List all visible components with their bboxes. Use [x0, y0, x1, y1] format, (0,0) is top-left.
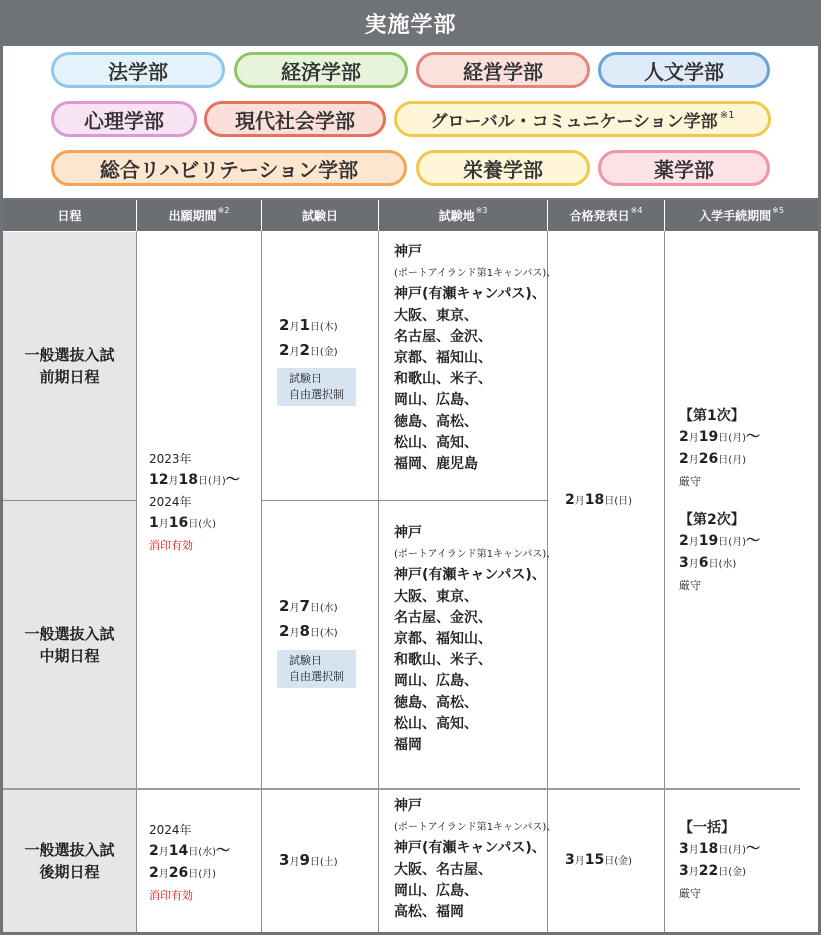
unit: 日: [197, 476, 208, 487]
header-label: 合格発表日: [569, 209, 630, 223]
schedule-label: 後期日程: [39, 863, 100, 881]
weekday: (木): [319, 628, 338, 639]
num: 18: [698, 841, 719, 857]
num: 2: [679, 533, 689, 549]
num: 18: [178, 472, 198, 488]
num: 2: [565, 492, 575, 508]
faculty-list: [3, 46, 818, 198]
num: 2: [279, 622, 290, 640]
divider: [3, 500, 136, 501]
venue-line: 京都、福知山、: [394, 350, 492, 367]
venue-line: 和歌山、米子、: [394, 371, 492, 388]
venue-line: (ポートアイランド第1キャンパス)、: [394, 549, 557, 561]
num: 1: [149, 515, 159, 531]
schedule-early: [3, 232, 136, 500]
unit: 月: [688, 433, 699, 444]
strict-note: 厳守: [679, 475, 701, 488]
enroll-first: [679, 406, 760, 492]
num: 3: [679, 841, 689, 857]
venue-line: 京都、福知山、: [394, 631, 492, 648]
venue-line: 大阪、東京、: [394, 588, 478, 605]
weekday: (月): [207, 476, 226, 487]
enroll-late: [679, 818, 760, 904]
venue-line: 徳島、高松、: [394, 413, 478, 430]
weekday: (土): [319, 857, 338, 868]
faculty-name: 総合リハビリテーション学部: [99, 157, 359, 182]
venue-line: 徳島、高松、: [394, 694, 478, 711]
header-enroll: [665, 200, 818, 231]
faculty-name: 薬学部: [654, 157, 714, 182]
unit: 月: [289, 857, 300, 868]
venue-line: 高松、福岡: [394, 904, 464, 921]
unit: 月: [289, 322, 300, 333]
schedule-label: 一般選抜入試: [24, 841, 115, 859]
num: 7: [299, 597, 310, 615]
num: 8: [299, 622, 310, 640]
apply-year: 2024年: [149, 823, 192, 837]
apply-start: [149, 841, 230, 863]
header-venue: [379, 200, 547, 231]
header-apply: [137, 200, 261, 231]
unit: 月: [688, 845, 699, 856]
num: 22: [698, 863, 719, 879]
venue-line: 大阪、東京、: [394, 307, 478, 324]
faculty-name: 人文学部: [644, 59, 724, 84]
apply-end: [149, 513, 240, 535]
postmark-note: 消印有効: [149, 889, 193, 902]
weekday: (水): [718, 559, 737, 570]
venue-line: 神戸: [394, 798, 422, 814]
unit: 月: [158, 847, 169, 858]
venue-line: 岡山、広島、: [394, 392, 478, 409]
tilde: ～: [746, 429, 761, 445]
venue-list-late: [394, 796, 556, 923]
num: 16: [168, 515, 189, 531]
schedule-middle: [3, 501, 136, 788]
divider: [378, 231, 379, 932]
num: 9: [299, 851, 310, 869]
num: 3: [565, 852, 575, 868]
num: 18: [584, 492, 605, 508]
enroll-label: 【第1次】: [679, 408, 745, 424]
unit: 月: [289, 603, 300, 614]
venue-line: 松山、高知、: [394, 434, 478, 451]
unit: 月: [574, 856, 585, 867]
exam-date-early: [279, 314, 338, 364]
faculty-name: 法学部: [108, 59, 168, 84]
schedule-late: [3, 790, 136, 932]
header-label: 入学手続期間: [699, 209, 772, 223]
num: 3: [679, 555, 689, 571]
num: 3: [679, 863, 689, 879]
faculty-name: 心理学部: [84, 108, 164, 133]
unit: 日: [718, 867, 729, 878]
weekday: (月): [728, 455, 747, 466]
exam-date-middle: [279, 595, 338, 645]
unit: 月: [688, 559, 699, 570]
schedule-label: 一般選抜入試: [24, 346, 115, 364]
weekday: (水): [198, 847, 217, 858]
weekday: (金): [614, 856, 633, 867]
postmark-note: 消印有効: [149, 539, 193, 552]
badge-line: 試験日: [289, 372, 322, 385]
enroll-second: [679, 510, 760, 596]
tilde: ～: [746, 841, 761, 857]
unit: 月: [158, 869, 169, 880]
weekday: (月): [728, 433, 747, 444]
venue-line: 名古屋、金沢、: [394, 328, 492, 345]
venue-list-middle: [394, 523, 556, 756]
unit: 日: [718, 433, 729, 444]
faculty-name: グローバル・コミュニケーション学部: [430, 111, 718, 132]
faculty-pill: [416, 150, 590, 186]
num: 14: [168, 843, 189, 859]
unit: 月: [688, 537, 699, 548]
faculty-pill: [394, 101, 771, 137]
num: 19: [698, 533, 719, 549]
weekday: (月): [198, 869, 217, 880]
page-title: 実施学部: [364, 12, 457, 38]
unit: 月: [574, 496, 585, 507]
divider: [261, 231, 262, 932]
faculty-name: 栄養学部: [463, 157, 543, 182]
badge-line: 自由選択制: [289, 388, 344, 401]
venue-line: 松山、高知、: [394, 715, 478, 732]
header-exam-date: [262, 200, 378, 231]
enroll-label: 【第2次】: [679, 512, 745, 528]
unit: 日: [309, 347, 320, 358]
weekday: (金): [728, 867, 747, 878]
unit: 月: [158, 519, 169, 530]
header-label: 試験日: [301, 209, 338, 223]
footnote-mark: ※3: [475, 206, 488, 215]
num: 19: [698, 429, 719, 445]
faculty-pill: [51, 101, 197, 137]
venue-line: 神戸: [394, 525, 422, 541]
num: 6: [698, 555, 709, 571]
venue-line: 神戸(有瀬キャンパス)、: [394, 286, 546, 303]
unit: 月: [688, 455, 699, 466]
num: 2: [279, 597, 290, 615]
faculty-pill: [51, 150, 407, 186]
divider: [261, 500, 548, 501]
num: 1: [299, 316, 310, 334]
footnote-mark: ※2: [217, 206, 230, 215]
free-choice-badge: [277, 650, 356, 688]
divider: [3, 788, 800, 790]
weekday: (日): [614, 496, 633, 507]
header-schedule: [3, 200, 136, 231]
header-label: 日程: [57, 209, 82, 223]
num: 2: [279, 341, 290, 359]
free-choice-badge: [277, 368, 356, 406]
strict-note: 厳守: [679, 887, 701, 900]
venue-line: 岡山、広島、: [394, 673, 478, 690]
venue-line: 福岡: [394, 737, 422, 754]
unit: 日: [188, 847, 199, 858]
unit: 日: [708, 559, 719, 570]
unit: 日: [188, 869, 199, 880]
faculty-pill: [416, 52, 590, 88]
tilde: ～: [746, 533, 761, 549]
unit: 日: [309, 628, 320, 639]
num: 15: [584, 852, 605, 868]
venue-line: 福岡、鹿児島: [394, 456, 478, 473]
venue-line: 和歌山、米子、: [394, 652, 492, 669]
divider: [664, 231, 665, 932]
weekday: (水): [319, 603, 338, 614]
schedule-label: 中期日程: [39, 646, 100, 665]
badge-line: 試験日: [289, 654, 322, 667]
header-label: 出願期間: [168, 209, 217, 223]
venue-line: 名古屋、金沢、: [394, 609, 492, 626]
strict-note: 厳守: [679, 579, 701, 592]
unit: 日: [718, 455, 729, 466]
result-date-early-mid: [565, 490, 632, 512]
venue-list-early: [394, 242, 556, 475]
venue-line: 大阪、名古屋、: [394, 861, 492, 878]
tilde: ～: [216, 843, 231, 859]
weekday: (火): [198, 519, 217, 530]
faculty-name: 現代社会学部: [235, 108, 355, 133]
footnote-mark: ※4: [630, 206, 643, 215]
apply-year: 2024年: [149, 495, 192, 509]
venue-line: 神戸(有瀬キャンパス)、: [394, 840, 546, 857]
num: 2: [679, 429, 689, 445]
header-result: [548, 200, 664, 231]
header-label: 試験地: [438, 209, 475, 223]
divider: [136, 231, 137, 932]
apply-start: [149, 470, 240, 492]
exam-date-late: [279, 850, 338, 873]
num: 2: [279, 316, 290, 334]
footnote-mark: ※1: [719, 110, 735, 121]
unit: 月: [289, 347, 300, 358]
num: 12: [149, 472, 169, 488]
apply-period-early-mid: [149, 449, 240, 556]
faculty-pill: [51, 52, 225, 88]
unit: 月: [289, 628, 300, 639]
schedule-label: 一般選抜入試: [24, 624, 115, 643]
apply-year: 2023年: [149, 452, 192, 466]
num: 3: [279, 851, 290, 869]
faculty-pill: [598, 52, 770, 88]
weekday: (木): [319, 322, 338, 333]
unit: 日: [309, 322, 320, 333]
unit: 月: [168, 476, 179, 487]
venue-line: (ポートアイランド第1キャンパス)、: [394, 822, 557, 834]
apply-period-late: [149, 820, 230, 906]
footnote-mark: ※5: [772, 206, 784, 215]
unit: 日: [604, 496, 615, 507]
venue-line: 岡山、広島、: [394, 882, 478, 899]
num: 2: [149, 865, 159, 881]
venue-line: (ポートアイランド第1キャンパス)、: [394, 268, 557, 280]
unit: 日: [309, 603, 320, 614]
unit: 月: [688, 867, 699, 878]
num: 2: [299, 341, 310, 359]
faculty-name: 経営学部: [463, 59, 543, 84]
unit: 日: [188, 519, 199, 530]
faculty-pill: [204, 101, 386, 137]
faculty-name: 経済学部: [281, 59, 361, 84]
schedule-table: [3, 200, 818, 932]
weekday: (金): [319, 347, 338, 358]
faculty-pill: [234, 52, 408, 88]
num: 26: [698, 451, 719, 467]
unit: 日: [718, 537, 729, 548]
unit: 日: [309, 857, 320, 868]
faculty-pill: [598, 150, 770, 186]
weekday: (月): [728, 537, 747, 548]
schedule-label: 前期日程: [39, 368, 100, 386]
result-date-late: [565, 850, 632, 872]
num: 26: [168, 865, 189, 881]
tilde: ～: [225, 472, 240, 488]
weekday: (月): [728, 845, 747, 856]
unit: 日: [718, 845, 729, 856]
enroll-label: 【一括】: [679, 820, 735, 836]
venue-line: 神戸(有瀬キャンパス)、: [394, 567, 546, 584]
unit: 日: [604, 856, 615, 867]
apply-end: [149, 863, 230, 885]
venue-line: 神戸: [394, 244, 422, 260]
num: 2: [679, 451, 689, 467]
badge-line: 自由選択制: [289, 670, 344, 683]
num: 2: [149, 843, 159, 859]
